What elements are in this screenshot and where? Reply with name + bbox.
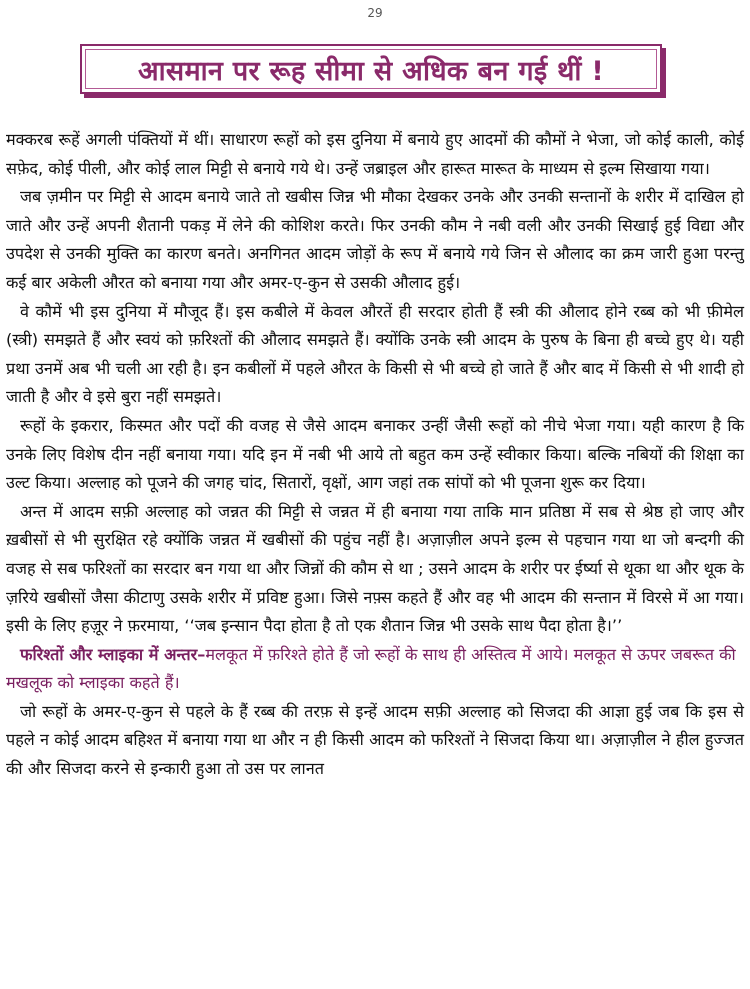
paragraph-5: अन्त में आदम सफ़ी अल्लाह को जन्नत की मिट्टी से जन्नत में ही बनाया गया ताकि मान प्रतिष्ठा में सब से श्रेष्ठ हो जाए और ख़बीसों से भी सुरक्षित रहे क्योंकि जन्नत में खबीसों की पहुंच नहीं है। अज़ाज़ील अपने इल्म से पहचान गया था जो बन्दगी की वजह से सब फरिश्तों का सरदार बन गया था और जिन्नों की कौम से था ; उसने आदम के शरीर पर ईर्ष्या से थूका था और थूक के ज़रिये खबीसों जैसा कीटाणु उसके शरीर में प्रविष्ट हुआ। जिसे नफ़्स कहते हैं और वह भी आदम की सन्तान में विरसे में आ गया। इसी के लिए हज़ूर ने फ़रमाया, ‘‘जब इन्सान पैदा होता है तो एक शैतान जिन्न भी उसके साथ पैदा होता है।’’ <box>6 501 744 636</box>
paragraph-1: मक्करब रूहें अगली पंक्तियों में थीं। साधारण रूहों को इस दुनिया में बनाये हुए आदमों की कौमों ने भेजा, जो कोई काली, कोई सफ़ेद, कोई पीली, और कोई लाल मिट्टी से बनाये गये थे। उन्हें जब्राइल और हारूत मारूत के माध्यम से इल्म सिखाया गया। <box>6 130 744 178</box>
paragraph-final: जो रूहों के अमर-ए-कुन से पहले के हैं रब्ब की तरफ़ से इन्हें आदम सफ़ी अल्लाह को सिजदा की आज्ञा हुई जब कि इस से पहले न कोई आदम बहिश्त में बनाया गया था और न ही किसी आदम को फरिश्तों ने सिजदा किया था। अज़ाज़ील ने हील हुज्जत की और सिजदा करने से इन्कारी हुआ तो उस पर लानत <box>6 701 744 779</box>
paragraph-3: वे कौमें भी इस दुनिया में मौजूद हैं। इस कबीले में केवल औरतें ही सरदार होती हैं स्त्री की औलाद होने रब्ब को भी फ़ीमेल (स्त्री) समझते हैं और स्वयं को फ़रिश्तों की औलाद समझते हैं। क्योंकि उनके स्त्री आदम के पुरुष के बिना ही बच्चे हुए थे। यही प्रथा उनमें अब भी चली आ रही है। इन कबीलों में पहले औरत के किसी से भी बच्चे हो जाते हैं और बाद में किसी से भी शादी हो जाती है और वे इसे बुरा नहीं समझते। <box>6 301 744 407</box>
title-banner <box>80 44 662 94</box>
page-number: 29 <box>367 6 383 20</box>
highlight-paragraph <box>6 641 744 698</box>
highlight-text: मलकूत में फ़रिश्ते होते हैं जो रूहों के साथ ही अस्तित्व में आये। मलकूत से ऊपर जबरूत की मखलूक को म्लाइका कहते हैं। <box>6 644 736 693</box>
highlight-heading: फरिश्तों और म्लाइका में अन्तर– <box>20 644 206 664</box>
paragraph-2: जब ज़मीन पर मिट्टी से आदम बनाये जाते तो खबीस जिन्न भी मौका देखकर उनके और उनकी सन्तानों के शरीर में दाखिल हो जाते और उन्हें अपनी शैतानी पकड़ में लेने की कोशिश करते। फिर उनकी कौम ने नबी वली और उनकी सिखाई हुई विद्या और उपदेश से उनकी मुक्ति का कारण बनते। अनगिनत आदम जोड़ों के रूप में बनाये गये जिन से औलाद का क्रम जारी हुआ परन्तु कई बार अकेली औरत को बनाया गया और अमर-ए-कुन से उसकी औलाद हुई। <box>6 187 744 292</box>
paragraph-4: रूहों के इकरार, किस्मत और पदों की वजह से जैसे आदम बनाकर उन्हीं जैसी रूहों को नीचे भेजा गया। यही कारण है कि उनके लिए विशेष दीन नहीं बनाया गया। यदि इन में नबी भी आये तो बहुत कम उन्हें स्वीकार किया। बल्कि नबियों की शिक्षा का उल्ट किया। अल्लाह को पूजने की जगह चांद, सितारों, वृक्षों, आग जहां तक सांपों को भी पूजना शुरू कर दिया। <box>6 415 744 493</box>
page-title: आसमान पर रूह सीमा से अधिक बन गई थीं ! <box>138 55 604 87</box>
body-text <box>6 126 744 784</box>
